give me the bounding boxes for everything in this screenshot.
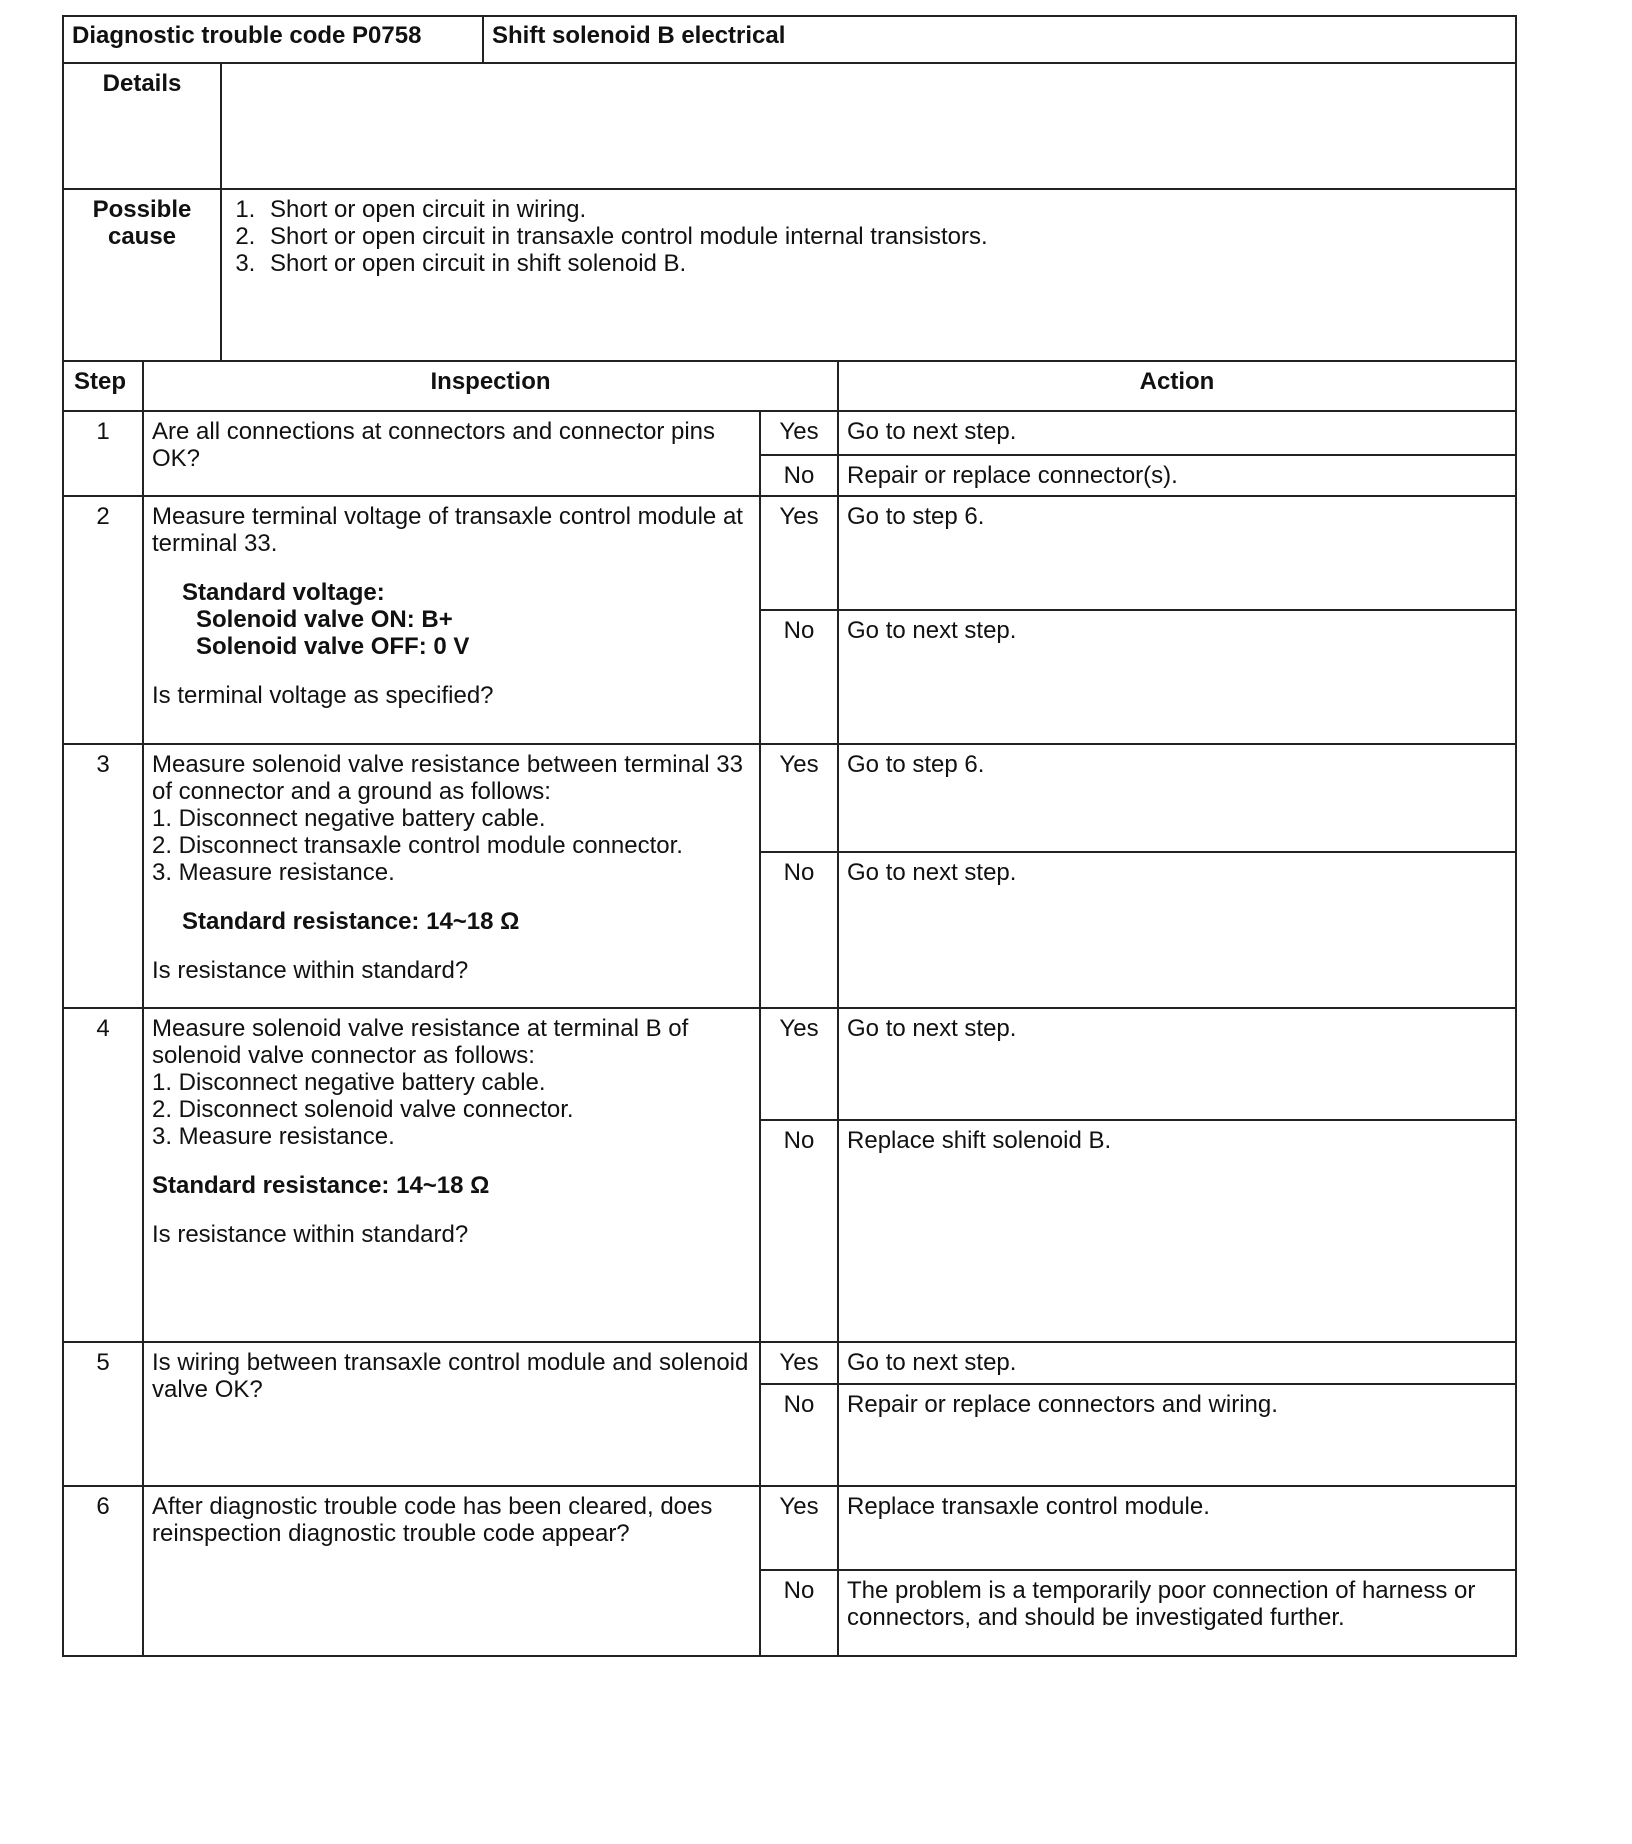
no-label: No [760,455,838,496]
no-label: No [760,1570,838,1656]
no-label: No [760,852,838,1008]
substep: 3. Measure resistance. [152,859,395,886]
step-number: 6 [63,1486,143,1656]
dtc-title: Shift solenoid B electrical [483,16,1516,63]
possible-cause-label-line2: cause [107,223,177,250]
step-number: 4 [63,1008,143,1342]
yes-label: Yes [760,1342,838,1384]
details-label: Details [63,63,221,189]
cause-item: 3. Short or open circuit in shift solenoid B. [262,250,1507,277]
step-number: 3 [63,744,143,1008]
inspection-text: Measure terminal voltage of transaxle control module at terminal 33. [152,503,743,557]
step-row [63,1008,1516,1120]
details-content [221,63,1516,189]
possible-cause-label-line1: Possible [92,196,192,223]
no-label: No [760,610,838,744]
no-action: Repair or replace connector(s). [838,455,1516,496]
substep: 2. Disconnect solenoid valve connector. [152,1096,574,1123]
substep: 3. Measure resistance. [152,1123,395,1150]
dtc-document [62,15,1517,1657]
steps-table [62,360,1517,1657]
inspection-text: Measure solenoid valve resistance at terminal B of solenoid valve connector as follows: [152,1015,689,1069]
step-inspection [143,744,760,1008]
no-action: Go to next step. [838,852,1516,1008]
spec-title: Standard voltage: [182,579,385,606]
spec-resistance: Standard resistance: 14~18 Ω [182,908,520,935]
inspection-question: Is terminal voltage as specified? [152,682,494,709]
yes-label: Yes [760,1486,838,1570]
no-action: Repair or replace connectors and wiring. [838,1384,1516,1486]
column-header-inspection: Inspection [143,361,838,411]
inspection-text: Measure solenoid valve resistance between terminal 33 of connector and a ground as follows: [152,751,743,805]
inspection-question: Is resistance within standard? [152,1221,469,1248]
no-action: Go to next step. [838,610,1516,744]
step-row [63,411,1516,455]
step-number: 2 [63,496,143,744]
substep: 2. Disconnect transaxle control module connector. [152,832,683,859]
step-inspection: Are all connections at connectors and connector pins OK? [143,411,760,496]
step-row [63,744,1516,852]
substep: 1. Disconnect negative battery cable. [152,1069,546,1096]
step-inspection: Is wiring between transaxle control module and solenoid valve OK? [143,1342,760,1486]
yes-label: Yes [760,1008,838,1120]
yes-label: Yes [760,411,838,455]
no-label: No [760,1384,838,1486]
yes-action: Replace transaxle control module. [838,1486,1516,1570]
step-row [63,1486,1516,1570]
step-number: 5 [63,1342,143,1486]
spec-off: Solenoid valve OFF: 0 V [196,633,470,660]
yes-action: Go to next step. [838,1342,1516,1384]
step-row [63,1342,1516,1384]
spec-on: Solenoid valve ON: B+ [196,606,453,633]
spec-resistance: Standard resistance: 14~18 Ω [152,1172,490,1199]
possible-cause-list [230,196,1507,277]
no-label: No [760,1120,838,1342]
dtc-header-table [62,15,1517,362]
step-number: 1 [63,411,143,496]
substep: 1. Disconnect negative battery cable. [152,805,546,832]
possible-cause-label [63,189,221,361]
yes-action: Go to next step. [838,1008,1516,1120]
no-action: The problem is a temporarily poor connection of harness or connectors, and should be investigated further. [838,1570,1516,1656]
step-inspection: After diagnostic trouble code has been cleared, does reinspection diagnostic trouble code appear? [143,1486,760,1656]
yes-label: Yes [760,744,838,852]
yes-action: Go to step 6. [838,744,1516,852]
cause-item: 1. Short or open circuit in wiring. [262,196,1507,223]
no-action: Replace shift solenoid B. [838,1120,1516,1342]
column-header-action: Action [838,361,1516,411]
dtc-code-label: Diagnostic trouble code P0758 [63,16,483,63]
step-inspection [143,1008,760,1342]
possible-cause-content [221,189,1516,361]
cause-item: 2. Short or open circuit in transaxle control module internal transistors. [262,223,1507,250]
inspection-question: Is resistance within standard? [152,957,469,984]
yes-label: Yes [760,496,838,610]
step-row [63,496,1516,610]
step-inspection [143,496,760,744]
yes-action: Go to step 6. [838,496,1516,610]
yes-action: Go to next step. [838,411,1516,455]
column-header-step: Step [63,361,143,411]
